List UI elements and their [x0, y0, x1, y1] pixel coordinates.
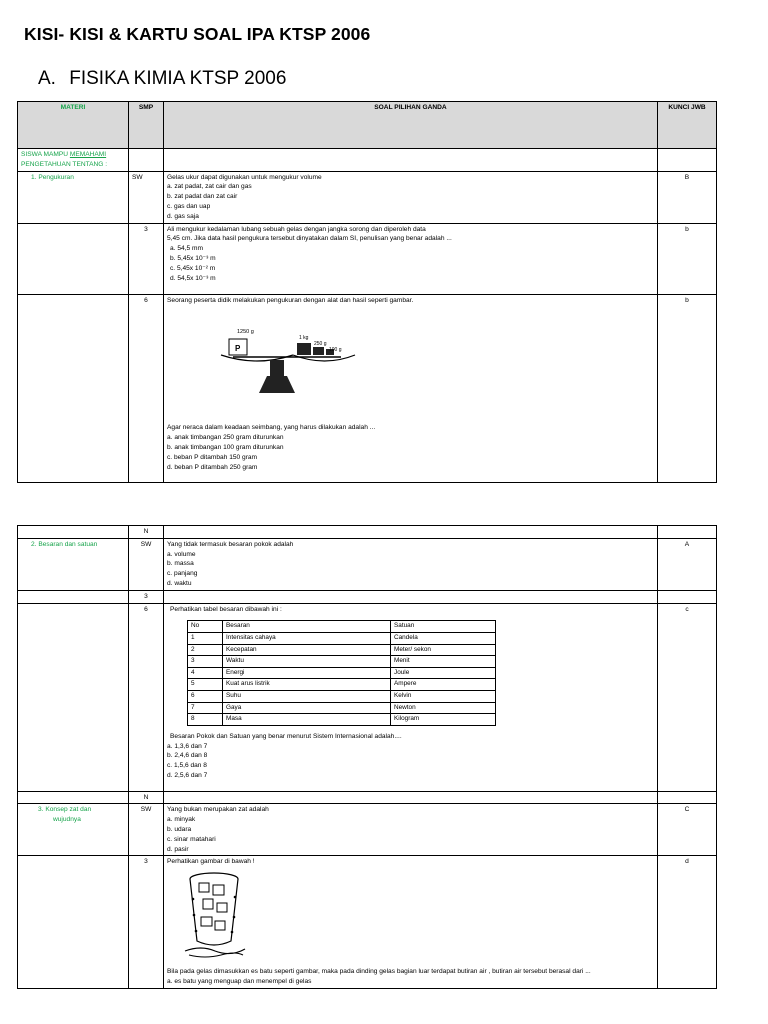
smp-level: 3 — [129, 590, 164, 603]
fig-label-p: P — [235, 344, 241, 354]
intro-cell — [18, 149, 129, 172]
materi-pengukuran: 1. Pengukuran — [18, 171, 129, 223]
option: d. waktu — [167, 579, 192, 587]
empty-cell — [164, 526, 658, 539]
cell-besaran: Suhu — [223, 690, 391, 702]
materi-line: wujudnya — [53, 816, 81, 824]
answer-key: c — [658, 603, 717, 791]
option: c. sinar matahari — [167, 835, 216, 843]
question-6 — [164, 804, 658, 856]
cell-no: 8 — [188, 714, 223, 726]
cell-no: 7 — [188, 702, 223, 714]
option: b. udara — [167, 825, 192, 833]
cell-besaran: Gaya — [223, 702, 391, 714]
balance-scale-icon — [207, 305, 367, 423]
option: b. massa — [167, 560, 194, 568]
option: a. es batu yang menguap dan menempel di gelas — [167, 977, 312, 985]
materi-besaran-satuan: 2. Besaran dan satuan — [18, 538, 129, 590]
question-stem: Gelas ukur dapat digunakan untuk mengukur volume — [167, 173, 322, 181]
balance-scale-figure — [167, 305, 654, 423]
question-2 — [164, 223, 658, 294]
cell-no: 6 — [188, 690, 223, 702]
fig-label-100: 100 g — [329, 347, 342, 354]
question-text: Agar neraca dalam keadaan seimbang, yang harus dilakukan adalah ... — [167, 424, 376, 432]
table-row — [188, 667, 496, 679]
cell-satuan: Newton — [391, 702, 496, 714]
smp-level: N — [129, 526, 164, 539]
fig-label-1kg: 1 kg — [299, 335, 309, 342]
cell-besaran: Kuat arus listrik — [223, 679, 391, 691]
section-number: A. — [38, 68, 56, 89]
question-text: Besaran Pokok dan Satuan yang benar menurut Sistem Internasional adalah.... — [170, 732, 402, 740]
table-row — [188, 632, 496, 644]
empty-cell — [18, 526, 129, 539]
smp-level: SW — [129, 171, 164, 223]
empty-cell — [18, 590, 129, 603]
materi-konsep-zat — [18, 804, 129, 856]
cell-besaran: Masa — [223, 714, 391, 726]
header-kunci: KUNCI JWB — [658, 102, 717, 149]
materi-line: 3. Konsep zat dan — [38, 806, 92, 814]
cell-satuan: Meter/ sekon — [391, 644, 496, 656]
cell-satuan: Menit — [391, 656, 496, 668]
empty-cell — [18, 223, 129, 294]
option: a. 1,3,6 dan 7 — [167, 742, 208, 750]
ice-glass-figure — [167, 867, 654, 967]
cell-no: 1 — [188, 632, 223, 644]
intro-text: SISWA MAMPU — [21, 151, 70, 158]
table-row — [188, 690, 496, 702]
option: a. 54,5 mm — [170, 245, 203, 253]
intro-line2: PENGETAHUAN TENTANG : — [21, 160, 108, 168]
option: c. panjang — [167, 570, 198, 578]
besaran-table-header — [188, 621, 496, 633]
question-4 — [164, 538, 658, 590]
question-stem: Ali mengukur kedalaman lubang sebuah gelas dengan jangka sorong dan diperoleh data — [167, 225, 426, 233]
option: b. 5,45x 10⁻³ m — [170, 254, 216, 262]
smp-level: N — [129, 791, 164, 804]
col-satuan: Satuan — [391, 621, 496, 633]
question-5 — [164, 603, 658, 791]
option: a. zat padat, zat cair dan gas — [167, 183, 252, 191]
option: c. gas dan uap — [167, 202, 211, 210]
option: d. 54,5x 10⁻³ m — [170, 274, 216, 282]
table-row — [188, 679, 496, 691]
empty-cell — [164, 590, 658, 603]
empty-cell — [18, 603, 129, 791]
empty-cell — [658, 149, 717, 172]
fig-label-250: 250 g — [314, 341, 327, 348]
smp-level: 6 — [129, 294, 164, 482]
ice-glass-icon — [181, 869, 251, 965]
answer-key: A — [658, 538, 717, 590]
option: d. pasir — [167, 845, 189, 853]
besaran-table — [187, 620, 496, 725]
empty-cell — [18, 791, 129, 804]
section-heading — [38, 68, 286, 90]
smp-level: 3 — [129, 223, 164, 294]
empty-cell — [658, 791, 717, 804]
option: b. 2,4,6 dan 8 — [167, 752, 208, 760]
option: d. 2,5,6 dan 7 — [167, 771, 208, 779]
cell-satuan: Ampere — [391, 679, 496, 691]
intro-underlined: MEMAHAMI — [69, 151, 107, 158]
answer-key: b — [658, 294, 717, 482]
question-1 — [164, 171, 658, 223]
question-stem: Yang tidak termasuk besaran pokok adalah — [167, 540, 294, 548]
table-row — [188, 644, 496, 656]
option: b. zat padat dan zat cair — [167, 193, 238, 201]
table-row — [188, 656, 496, 668]
cell-no: 5 — [188, 679, 223, 691]
question-7 — [164, 856, 658, 988]
answer-key: B — [658, 171, 717, 223]
smp-level: SW — [129, 804, 164, 856]
answer-key: d — [658, 856, 717, 988]
smp-level: 3 — [129, 856, 164, 988]
question-table-2 — [17, 525, 717, 989]
cell-besaran: Intensitas cahaya — [223, 632, 391, 644]
fig-label-1250: 1250 g — [237, 329, 254, 336]
cell-satuan: Joule — [391, 667, 496, 679]
header-smp: SMP — [129, 102, 164, 149]
question-table-1 — [17, 101, 717, 483]
answer-key: C — [658, 804, 717, 856]
document-title: KISI- KISI & KARTU SOAL IPA KTSP 2006 — [24, 24, 371, 44]
option: a. anak timbangan 250 gram diturunkan — [167, 434, 284, 442]
question-stem: 5,45 cm. Jika data hasil pengukura tersebut dinyatakan dalam SI, penulisan yang benar adalah ... — [167, 235, 452, 243]
smp-level: SW — [129, 538, 164, 590]
empty-cell — [658, 590, 717, 603]
empty-cell — [18, 856, 129, 988]
empty-cell — [18, 294, 129, 482]
option: c. 1,5,6 dan 8 — [167, 762, 207, 770]
option: b. anak timbangan 100 gram diturunkan — [167, 443, 284, 451]
table-row — [188, 714, 496, 726]
cell-satuan: Kelvin — [391, 690, 496, 702]
header-materi: MATERI — [18, 102, 129, 149]
section-title: FISIKA KIMIA KTSP 2006 — [69, 68, 287, 89]
cell-satuan: Kilogram — [391, 714, 496, 726]
option: d. beban P ditambah 250 gram — [167, 463, 258, 471]
cell-besaran: Kecepatan — [223, 644, 391, 656]
cell-besaran: Waktu — [223, 656, 391, 668]
header-soal: SOAL PILIHAN GANDA — [164, 102, 658, 149]
option: a. volume — [167, 550, 196, 558]
col-no: No — [188, 621, 223, 633]
empty-cell — [658, 526, 717, 539]
option: c. 5,45x 10⁻² m — [170, 264, 216, 272]
smp-level: 6 — [129, 603, 164, 791]
answer-key: b — [658, 223, 717, 294]
cell-no: 3 — [188, 656, 223, 668]
question-3 — [164, 294, 658, 482]
option: d. gas saja — [167, 212, 199, 220]
cell-no: 4 — [188, 667, 223, 679]
option: c. beban P ditambah 150 gram — [167, 453, 258, 461]
cell-besaran: Energi — [223, 667, 391, 679]
table-row — [188, 702, 496, 714]
question-stem: Yang bukan merupakan zat adalah — [167, 806, 269, 814]
question-text: Bila pada gelas dimasukkan es batu seperti gambar, maka pada dinding gelas bagian luar terdapat butiran air , butiran air tersebut berasal dari ... — [167, 968, 591, 976]
col-besaran: Besaran — [223, 621, 391, 633]
option: a. minyak — [167, 816, 196, 824]
question-stem: Perhatikan gambar di bawah ! — [167, 858, 255, 866]
cell-satuan: Candela — [391, 632, 496, 644]
empty-cell — [164, 791, 658, 804]
question-stem: Seorang peserta didik melakukan pengukuran dengan alat dan hasil seperti gambar. — [167, 296, 414, 304]
question-stem: Perhatikan tabel besaran dibawah ini : — [170, 605, 282, 613]
cell-no: 2 — [188, 644, 223, 656]
empty-cell — [129, 149, 164, 172]
empty-cell — [164, 149, 658, 172]
